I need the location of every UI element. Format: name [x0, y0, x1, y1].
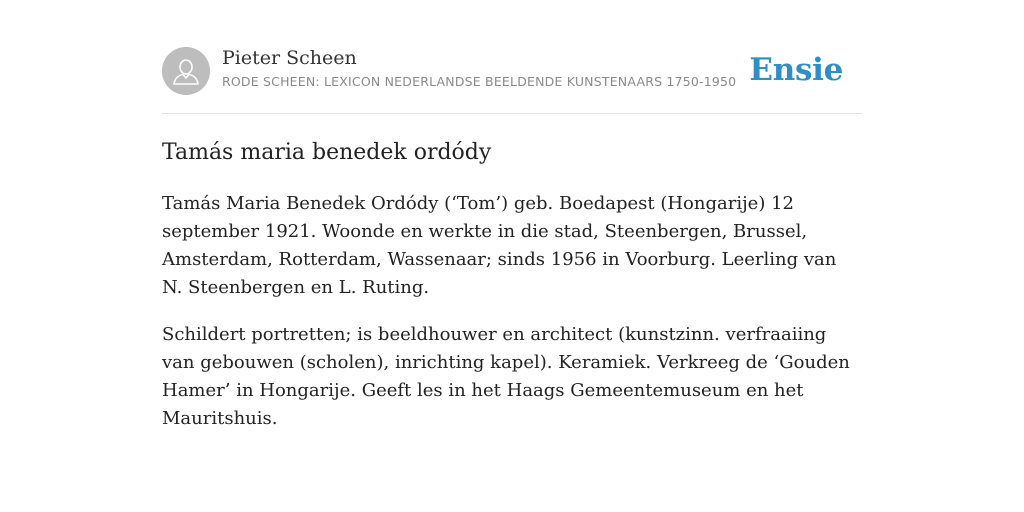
author-avatar[interactable]	[162, 47, 210, 95]
source-label[interactable]: RODE SCHEEN: LEXICON NEDERLANDSE BEELDENDE KUNSTENAARS 1750-1950	[222, 74, 737, 89]
article-body	[162, 190, 862, 433]
article-title: Tamás maria benedek ordódy	[162, 140, 492, 165]
paragraph: Tamás Maria Benedek Ordódy (‘Tom’) geb. Boedapest (Hongarije) 12 september 1921. Woonde en werkte in die stad, Steenbergen, Brussel, Amsterdam, Rotterdam, Wassenaar; sinds 1956 in Voorburg. Leerling van N. Steenbergen en L. Ruting.	[162, 193, 837, 298]
article-header	[162, 46, 862, 114]
article-card	[162, 46, 862, 433]
paragraph: Schildert portretten; is beeldhouwer en architect (kunstzinn. verfraaiing van gebouwen (scholen), inrichting kapel). Keramiek. Verkreeg de ‘Gouden Hamer’ in Hongarije. Geeft les in het Haags Gemeentemuseum en het Mauritshuis.	[162, 324, 850, 429]
brand-logo[interactable]: Ensie	[749, 52, 843, 88]
user-silhouette-icon	[162, 47, 210, 95]
author-name[interactable]: Pieter Scheen	[222, 47, 357, 69]
